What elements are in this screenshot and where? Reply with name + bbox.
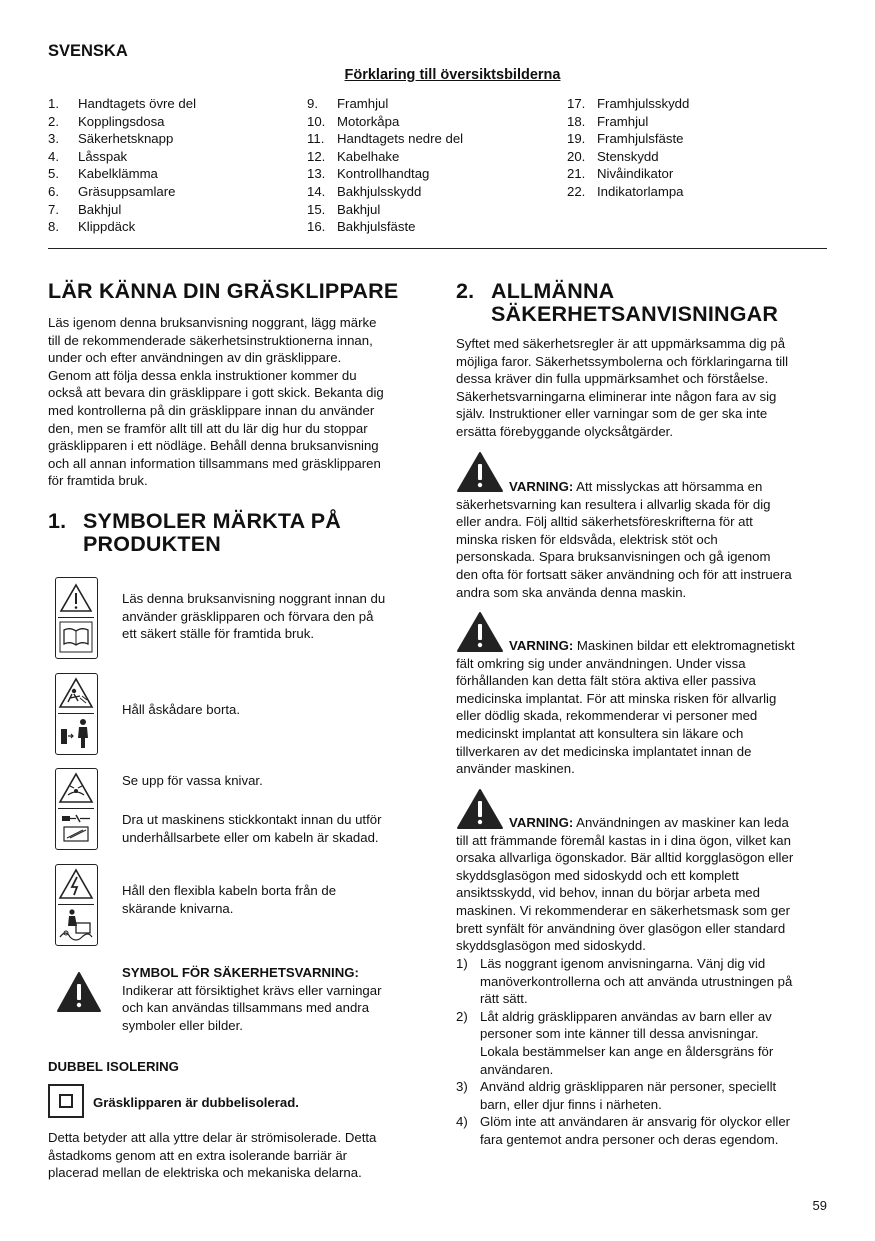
- legend-item: 14. Bakhjulsskydd: [307, 183, 422, 199]
- legend-item: 9. Framhjul: [307, 96, 389, 111]
- double-insulation-title: DUBBEL ISOLERING: [48, 1059, 179, 1074]
- legend-item: 22. Indikatorlampa: [567, 183, 684, 199]
- legend-item: 21. Nivåindikator: [567, 166, 674, 182]
- safety-alert-icon: [56, 971, 102, 1013]
- warning-2: VARNING: Maskinen bildar ett elektromagnetiskt fält omkring sig under användningen. Under vissa förhållanden kan detta fält störa aktiva eller passiva medicinska implantat. För att minska risken för allvarlig eller dödlig skada, rekommenderar vi personer med medicinskt implantat att konsultera sin läkare och tillverkaren av det medicinska implantatet innan de använder maskinen.: [456, 638, 795, 777]
- safety-alert-text: SYMBOL FÖR SÄKERHETSVARNING: Indikerar att försiktighet krävs eller varningar och kan användas tillsammans med andra symboler eller bilder.: [122, 965, 382, 1033]
- legend-item: 1. Handtagets övre del: [48, 96, 197, 111]
- keep-bystanders-away-icon: [56, 674, 96, 753]
- legend-item: 18. Framhjul: [567, 113, 649, 129]
- legend-item: 13. Kontrollhandtag: [307, 166, 430, 182]
- intro-title: LÄR KÄNNA DIN GRÄSKLIPPARE: [48, 279, 399, 303]
- knives-unplug-symbol: [55, 768, 98, 850]
- read-manual-text: Läs denna bruksanvisning noggrant innan du använder gräsklipparen och förvara den på ett säkert ställe för framtida bruk.: [122, 591, 386, 642]
- section1-title: 1. SYMBOLER MÄRKTA PÅ PRODUKTEN: [48, 509, 342, 556]
- legend-column-3: [567, 95, 689, 201]
- bystanders-text: Håll åskådare borta.: [122, 702, 241, 717]
- bystanders-symbol: [55, 673, 98, 755]
- legend-item: 4. Låsspak: [48, 148, 128, 164]
- legend-item: 19. Framhjulsfäste: [567, 131, 684, 147]
- legend-item: 3. Säkerhetsknapp: [48, 131, 174, 147]
- read-manual-symbol: [55, 577, 98, 659]
- cable-symbol: [55, 864, 98, 946]
- unplug-text: Dra ut maskinens stickkontakt innan du utför underhållsarbete eller om kabeln är skadad.: [122, 812, 382, 845]
- list-item: 1) Läs noggrant igenom anvisningarna. Vänj dig vid manöverkontrollerna och att använda utrustningen på rätt sätt.: [456, 956, 793, 1007]
- sharp-knives-text: Se upp för vassa knivar.: [122, 773, 263, 788]
- legend-title: Förklaring till översiktsbilderna: [344, 67, 561, 83]
- legend-item: 15. Bakhjul: [307, 201, 381, 217]
- sharp-blades-icon: [56, 769, 96, 848]
- list-item: 2) Låt aldrig gräsklipparen användas av barn eller av personer som inte känner till dessa anvisningar. Lokala bestämmelser kan ange en åldersgräns för användaren.: [456, 1008, 774, 1077]
- section2-title: 2. ALLMÄNNA SÄKERHETSANVISNINGAR: [456, 279, 779, 326]
- legend-column-2: [307, 95, 463, 236]
- double-insulation-label: Gräsklipparen är dubbelisolerad.: [93, 1095, 299, 1110]
- safety-list: [456, 955, 831, 1149]
- intro-paragraph: Läs igenom denna bruksanvisning noggrant, lägg märke till de rekommenderade säkerhetsinstruktionerna innan, under och efter användningen av din gräsklippare. Genom att följa dessa enkla instruktioner kommer du också att bevara din gräsklippare i gott skick. Bekanta dig med kontrollerna på din gräsklippare innan du använder den, men se framför allt till att du lär dig hur du stoppar gräsklipparen i ett nödläge. Behåll denna bruksanvisning och all annan information tillsammans med gräsklipparen för framtida bruk.: [48, 315, 384, 489]
- language-heading: SVENSKA: [48, 42, 128, 60]
- legend-item: 6. Gräsuppsamlare: [48, 183, 176, 199]
- legend-item: 7. Bakhjul: [48, 201, 122, 217]
- legend-item: 8. Klippdäck: [48, 219, 136, 235]
- list-item: 3) Använd aldrig gräsklipparen när personer, speciellt barn, eller djur finns i närheten.: [456, 1079, 777, 1112]
- section2-intro: Syftet med säkerhetsregler är att uppmärksamma dig på möjliga faror. Säkerhetssymbolerna och förklaringarna till dessa kräver din fulla uppmärksamhet och förståelse. Säkerhetsvarningarna eliminerar inte någon fara av sig själv. Instruktioner eller varningar som de ger ska inte ersätta förebyggande olycksåtgärder.: [456, 336, 789, 439]
- double-insulation-icon: [48, 1084, 84, 1118]
- legend-item: 16. Bakhjulsfäste: [307, 219, 416, 235]
- cable-text: Håll den flexibla kabeln borta från de skärande knivarna.: [122, 883, 337, 916]
- page-number: 59: [812, 1198, 827, 1213]
- divider: [48, 248, 827, 249]
- legend-item: 12. Kabelhake: [307, 148, 400, 164]
- list-item: 4) Glöm inte att användaren är ansvarig för olyckor eller fara gentemot andra personer och deras egendom.: [456, 1114, 791, 1147]
- legend-item: 2. Kopplingsdosa: [48, 113, 165, 129]
- double-insulation-text: Detta betyder att alla yttre delar är strömisolerade. Detta åstadkoms genom att en extra isolerande barriär är placerad mellan de elektriska och mekaniska delarna.: [48, 1130, 377, 1181]
- warning-book-icon: [56, 578, 96, 657]
- electric-cable-icon: [56, 865, 96, 944]
- legend-column-1: [48, 95, 196, 236]
- legend-item: 20. Stenskydd: [567, 148, 659, 164]
- warning-3: VARNING: Användningen av maskiner kan leda till att främmande föremål kastas in i dina ögon, vilket kan orsaka allvarliga ögonskador. Bär alltid korgglasögon eller skyddsglasögon med sidoskydd och ett komplett ansiktsskydd, vid behov, innan du börjar arbeta med maskinen. Vi rekommenderar en säkerhetsmask som ger brett synfält för användning över glasögon eller standard skyddsglasögon med sidoskydd.: [456, 815, 794, 954]
- warning-1: VARNING: Att misslyckas att hörsamma en säkerhetsvarning kan resultera i allvarlig skada för dig eller andra. Följ alltid säkerhetsföreskrifterna för att minska risken för eldsvåda, elektrisk stöt och personskada. Spara bruksanvisningen och gå igenom den ofta för fortsatt säker användning och för att instruera andra som ska använda denna maskin.: [456, 479, 792, 600]
- legend-item: 10. Motorkåpa: [307, 113, 400, 129]
- legend-item: 17. Framhjulsskydd: [567, 96, 690, 111]
- legend-item: 5. Kabelklämma: [48, 166, 158, 182]
- legend-item: 11. Handtagets nedre del: [307, 131, 464, 147]
